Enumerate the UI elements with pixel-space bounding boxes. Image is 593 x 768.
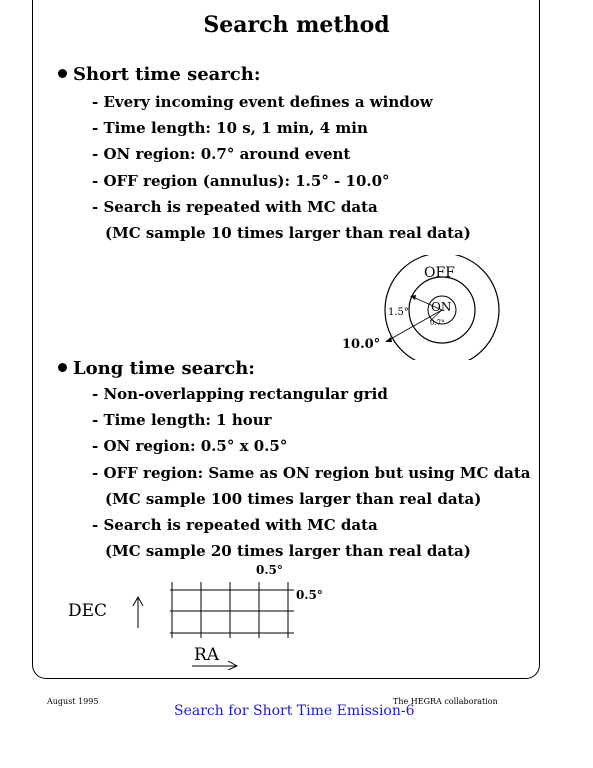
footer-slide-title: Search for Short Time Emission-6 bbox=[174, 703, 415, 719]
grid-top-label: 0.5° bbox=[256, 563, 283, 577]
dec-label: DEC bbox=[68, 601, 108, 621]
short-item-2: - Time length: 10 s, 1 min, 4 min bbox=[92, 119, 368, 137]
short-item-4: - OFF region (annulus): 1.5° - 10.0° bbox=[92, 172, 390, 190]
grid-lines bbox=[170, 582, 294, 638]
outer-arrowhead-icon bbox=[385, 337, 392, 342]
long-item-4: - OFF region: Same as ON region but using MC data bbox=[92, 464, 531, 482]
footer-collaboration: The HEGRA collaboration bbox=[393, 697, 498, 706]
long-item-2: - Time length: 1 hour bbox=[92, 411, 272, 429]
long-item-6: - Search is repeated with MC data bbox=[92, 516, 378, 534]
short-item-6: (MC sample 10 times larger than real data) bbox=[105, 224, 471, 242]
short-item-1: - Every incoming event defines a window bbox=[92, 93, 433, 111]
short-search-heading-text: Short time search: bbox=[73, 64, 261, 85]
outer-radius-label: 10.0° bbox=[342, 337, 381, 352]
short-search-heading bbox=[58, 64, 261, 85]
footer-date: August 1995 bbox=[47, 697, 99, 706]
small-radius-label: 0.7° bbox=[430, 319, 445, 327]
page-title: Search method bbox=[203, 12, 390, 38]
on-off-circle-diagram bbox=[330, 255, 510, 360]
on-label: ON bbox=[431, 300, 452, 314]
short-item-5: - Search is repeated with MC data bbox=[92, 198, 378, 216]
long-item-7: (MC sample 20 times larger than real data) bbox=[105, 542, 471, 560]
ra-label: RA bbox=[194, 645, 220, 665]
long-item-5: (MC sample 100 times larger than real data) bbox=[105, 490, 482, 508]
long-item-1: - Non-overlapping rectangular grid bbox=[92, 385, 388, 403]
bullet-icon bbox=[58, 363, 67, 372]
long-search-heading-text: Long time search: bbox=[73, 358, 255, 379]
inner-radius-label: 1.5° bbox=[388, 307, 409, 318]
short-item-3: - ON region: 0.7° around event bbox=[92, 145, 351, 163]
off-label: OFF bbox=[424, 265, 455, 281]
bullet-icon bbox=[58, 69, 67, 78]
grid-diagram bbox=[60, 560, 350, 670]
long-search-heading bbox=[58, 358, 255, 379]
long-item-3: - ON region: 0.5° x 0.5° bbox=[92, 437, 288, 455]
grid-side-label: 0.5° bbox=[296, 588, 323, 602]
